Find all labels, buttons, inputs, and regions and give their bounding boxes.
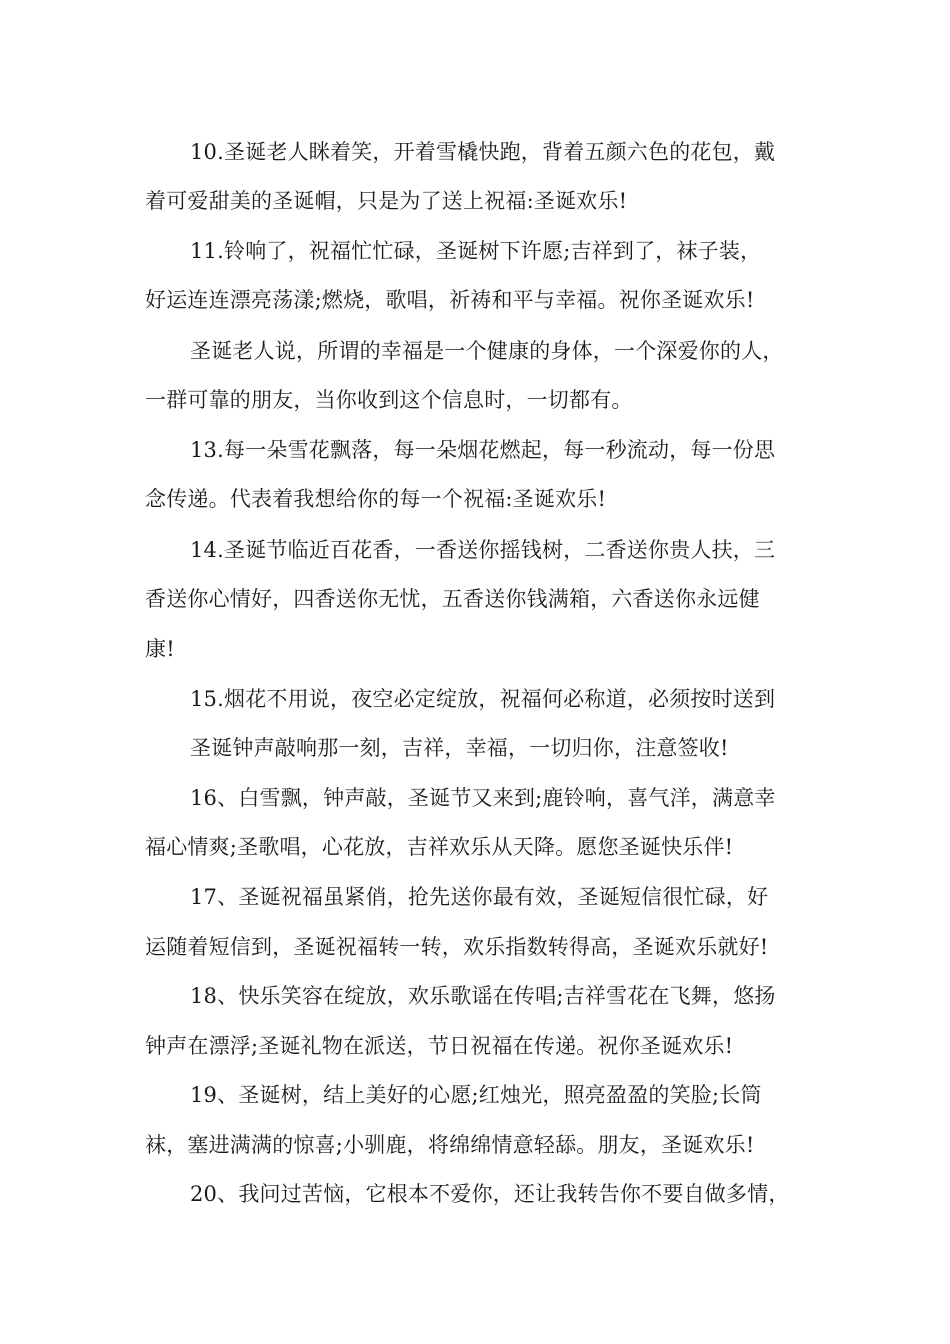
- paragraph-line: 圣诞钟声敲响那一刻，吉祥，幸福，一切归你，注意签收!: [190, 736, 729, 760]
- paragraph-line: 10.圣诞老人眯着笑，开着雪橇快跑，背着五颜六色的花包，戴: [190, 140, 776, 164]
- paragraph-line: 15.烟花不用说，夜空必定绽放，祝福何必称道，必须按时送到: [190, 687, 776, 711]
- paragraph-line: 香送你心情好，四香送你无忧，五香送你钱满箱，六香送你永远健: [145, 587, 760, 611]
- paragraph-line: 13.每一朵雪花飘落，每一朵烟花燃起，每一秒流动，每一份思: [190, 438, 776, 462]
- paragraph-line: 好运连连漂亮荡漾;燃烧，歌唱，祈祷和平与幸福。祝你圣诞欢乐!: [145, 288, 755, 312]
- paragraph-line: 一群可靠的朋友，当你收到这个信息时，一切都有。: [145, 388, 633, 412]
- paragraph-line: 18、快乐笑容在绽放，欢乐歌谣在传唱;吉祥雪花在飞舞，悠扬: [190, 984, 776, 1008]
- paragraph-line: 20、我问过苦恼，它根本不爱你，还让我转告你不要自做多情，: [190, 1182, 790, 1206]
- paragraph-line: 念传递。代表着我想给你的每一个祝福:圣诞欢乐!: [145, 487, 607, 511]
- paragraph-line: 着可爱甜美的圣诞帽，只是为了送上祝福:圣诞欢乐!: [145, 189, 628, 213]
- paragraph-line: 19、圣诞树，结上美好的心愿;红烛光，照亮盈盈的笑脸;长筒: [190, 1083, 762, 1107]
- paragraph-line: 康!: [145, 637, 175, 661]
- paragraph-line: 14.圣诞节临近百花香，一香送你摇钱树，二香送你贵人扶，三: [190, 538, 776, 562]
- paragraph-line: 17、圣诞祝福虽紧俏，抢先送你最有效，圣诞短信很忙碌，好: [190, 885, 769, 909]
- paragraph-line: 16、白雪飘，钟声敲，圣诞节又来到;鹿铃响，喜气洋，满意幸: [190, 786, 776, 810]
- paragraph-line: 运随着短信到，圣诞祝福转一转，欢乐指数转得高，圣诞欢乐就好!: [145, 935, 769, 959]
- paragraph-line: 钟声在漂浮;圣诞礼物在派送，节日祝福在传递。祝你圣诞欢乐!: [145, 1034, 734, 1058]
- paragraph-line: 福心情爽;圣歌唱，心花放，吉祥欢乐从天降。愿您圣诞快乐伴!: [145, 835, 734, 859]
- paragraph-line: 圣诞老人说，所谓的幸福是一个健康的身体，一个深爱你的人，: [190, 339, 784, 363]
- paragraph-line: 袜，塞进满满的惊喜;小驯鹿，将绵绵情意轻舔。朋友，圣诞欢乐!: [145, 1133, 755, 1157]
- paragraph-line: 11.铃响了，祝福忙忙碌，圣诞树下许愿;吉祥到了，袜子装，: [190, 239, 762, 263]
